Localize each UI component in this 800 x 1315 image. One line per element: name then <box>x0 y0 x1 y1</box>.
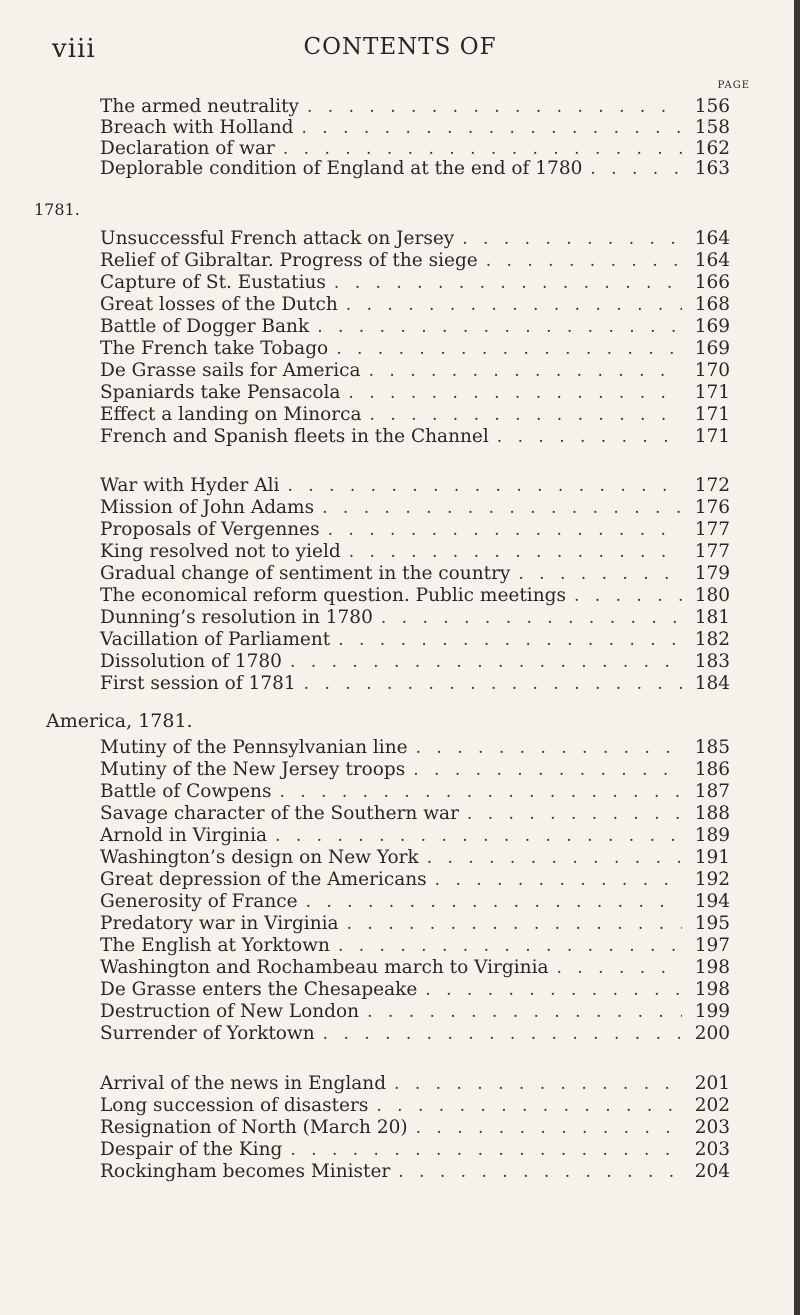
toc-entry <box>100 847 730 869</box>
entry-page: 197 <box>694 935 730 956</box>
toc-entry <box>100 541 730 563</box>
entry-page: 198 <box>694 979 730 1000</box>
entry-page: 180 <box>694 585 730 606</box>
entry-title: Dissolution of 1780 <box>100 651 282 672</box>
entry-page: 168 <box>694 294 730 315</box>
entry-page: 188 <box>694 803 730 824</box>
toc-entry <box>100 803 730 825</box>
entry-title: Destruction of New London <box>100 1001 360 1022</box>
entry-title: Breach with Holland <box>100 117 294 138</box>
dot-leader <box>271 782 682 802</box>
entry-page: 199 <box>694 1001 730 1022</box>
toc-entry <box>100 158 730 180</box>
entry-title: French and Spanish fleets in the Channel <box>100 426 489 447</box>
toc-entry <box>100 426 730 448</box>
entry-page: 187 <box>694 781 730 802</box>
entry-title: Spaniards take Pensacola <box>100 382 341 403</box>
entry-page: 189 <box>694 825 730 846</box>
entry-page: 198 <box>694 957 730 978</box>
toc-entry <box>100 935 730 957</box>
dot-leader <box>296 674 682 694</box>
entry-page: 169 <box>694 338 730 359</box>
entry-title: De Grasse enters the Chesapeake <box>100 979 418 1000</box>
dot-leader <box>390 1162 682 1182</box>
toc-entry <box>100 382 730 404</box>
dot-leader <box>309 317 682 337</box>
toc-entry <box>100 737 730 759</box>
dot-leader <box>361 361 682 381</box>
toc-entry <box>100 1073 730 1095</box>
entry-title: Savage character of the Southern war <box>100 803 459 824</box>
toc-entry <box>100 957 730 979</box>
entry-title: Gradual change of sentiment in the country <box>100 563 511 584</box>
entry-page: 156 <box>694 96 730 117</box>
toc-entry <box>100 272 730 294</box>
entry-page: 166 <box>694 272 730 293</box>
toc-entry <box>100 759 730 781</box>
toc-entry <box>100 891 730 913</box>
entry-page: 194 <box>694 891 730 912</box>
toc-entry <box>100 138 730 160</box>
toc-entry <box>100 607 730 629</box>
dot-leader <box>408 738 682 758</box>
entry-title: Great depression of the Americans <box>100 869 427 890</box>
dot-leader <box>417 980 682 1000</box>
dot-leader <box>368 1096 682 1116</box>
entry-page: 181 <box>694 607 730 628</box>
toc-entry <box>100 497 730 519</box>
toc-entry <box>100 338 730 360</box>
entry-page: 170 <box>694 360 730 381</box>
entry-title: Long succession of disasters <box>100 1095 369 1116</box>
dot-leader <box>275 139 682 159</box>
entry-title: Battle of Cowpens <box>100 781 272 802</box>
toc-entry <box>100 96 730 118</box>
entry-title: Effect a landing on Minorca <box>100 404 362 425</box>
running-head: CONTENTS OF <box>303 34 497 60</box>
entry-page: 192 <box>694 869 730 890</box>
toc-entry <box>100 979 730 1001</box>
entry-title: Deplorable condition of England at the end of 1780 <box>100 158 583 179</box>
entry-title: Battle of Dogger Bank <box>100 316 310 337</box>
entry-title: Washington’s design on New York <box>100 847 419 868</box>
toc-entry <box>100 913 730 935</box>
toc-entry <box>100 1117 730 1139</box>
entry-title: Dunning’s resolution in 1780 <box>100 607 373 628</box>
dot-leader <box>328 339 682 359</box>
entry-page: 203 <box>694 1139 730 1160</box>
dot-leader <box>454 229 682 249</box>
entry-title: De Grasse sails for America <box>100 360 361 381</box>
dot-leader <box>315 1024 682 1044</box>
toc-entry <box>100 781 730 803</box>
dot-leader <box>478 251 682 271</box>
dot-leader <box>373 608 682 628</box>
entry-title: Mission of John Adams <box>100 497 315 518</box>
dot-leader <box>340 383 682 403</box>
dot-leader <box>330 630 682 650</box>
toc-entry <box>100 585 730 607</box>
dot-leader <box>267 826 682 846</box>
entry-title: Capture of St. Eustatius <box>100 272 326 293</box>
toc-entry <box>100 316 730 338</box>
dot-leader <box>362 405 682 425</box>
entry-page: 171 <box>694 426 730 447</box>
entry-title: Proposals of Vergennes <box>100 519 320 540</box>
dot-leader <box>405 760 682 780</box>
entry-title: Arrival of the news in England <box>100 1073 387 1094</box>
entry-title: Vacillation of Parliament <box>100 629 331 650</box>
toc-entry <box>100 228 730 250</box>
entry-page: 200 <box>694 1023 730 1044</box>
entry-title: Unsuccessful French attack on Jersey <box>100 228 455 249</box>
entry-page: 172 <box>694 475 730 496</box>
entry-page: 186 <box>694 759 730 780</box>
dot-leader <box>282 1140 682 1160</box>
entry-title: Declaration of war <box>100 138 275 159</box>
toc-entry <box>100 1023 730 1045</box>
dot-leader <box>419 848 682 868</box>
entry-page: 169 <box>694 316 730 337</box>
dot-leader <box>298 892 682 912</box>
entry-title: The French take Tobago <box>100 338 329 359</box>
dot-leader <box>338 295 682 315</box>
entry-page: 203 <box>694 1117 730 1138</box>
entry-title: The armed neutrality <box>100 96 299 117</box>
entry-page: 171 <box>694 382 730 403</box>
entry-page: 177 <box>694 519 730 540</box>
entry-page: 171 <box>694 404 730 425</box>
toc-entry <box>100 519 730 541</box>
entry-title: The economical reform question. Public meetings <box>100 585 566 606</box>
entry-page: 158 <box>694 117 730 138</box>
entry-page: 201 <box>694 1073 730 1094</box>
dot-leader <box>330 936 682 956</box>
dot-leader <box>293 118 682 138</box>
year-marker: 1781. <box>34 200 80 219</box>
entry-title: Generosity of France <box>100 891 298 912</box>
toc-entry <box>100 1095 730 1117</box>
entry-page: 204 <box>694 1161 730 1182</box>
toc-entry <box>100 1139 730 1161</box>
toc-entry <box>100 294 730 316</box>
entry-title: King resolved not to yield <box>100 541 341 562</box>
dot-leader <box>427 870 682 890</box>
toc-entry <box>100 869 730 891</box>
entry-page: 164 <box>694 250 730 271</box>
dot-leader <box>549 958 682 978</box>
toc-entry <box>100 629 730 651</box>
entry-title: Great losses of the Dutch <box>100 294 338 315</box>
dot-leader <box>299 97 682 117</box>
entry-page: 183 <box>694 651 730 672</box>
entry-page: 163 <box>694 158 730 179</box>
entry-title: Surrender of Yorktown <box>100 1023 315 1044</box>
section-heading: America, 1781. <box>46 710 193 732</box>
dot-leader <box>320 520 682 540</box>
toc-entry <box>100 475 730 497</box>
page-column-label: PAGE <box>717 80 750 91</box>
entry-page: 164 <box>694 228 730 249</box>
dot-leader <box>326 273 682 293</box>
entry-page: 195 <box>694 913 730 934</box>
dot-leader <box>582 159 682 179</box>
entry-page: 182 <box>694 629 730 650</box>
toc-entry <box>100 360 730 382</box>
entry-title: Relief of Gibraltar. Progress of the siege <box>100 250 478 271</box>
entry-title: Washington and Rochambeau march to Virginia <box>100 957 549 978</box>
dot-leader <box>510 564 682 584</box>
entry-page: 177 <box>694 541 730 562</box>
toc-entry <box>100 563 730 585</box>
entry-title: War with Hyder Ali <box>100 475 280 496</box>
dot-leader <box>566 586 682 606</box>
toc-entry <box>100 673 730 695</box>
entry-page: 162 <box>694 138 730 159</box>
dot-leader <box>282 652 682 672</box>
dot-leader <box>459 804 682 824</box>
dot-leader <box>386 1074 682 1094</box>
toc-entry <box>100 117 730 139</box>
toc-entry <box>100 1161 730 1183</box>
toc-entry <box>100 250 730 272</box>
page-edge-shadow <box>794 0 800 1315</box>
entry-title: The English at Yorktown <box>100 935 330 956</box>
dot-leader <box>489 427 682 447</box>
entry-title: Predatory war in Virginia <box>100 913 339 934</box>
entry-title: Mutiny of the Pennsylvanian line <box>100 737 408 758</box>
dot-leader <box>314 498 682 518</box>
entry-page: 179 <box>694 563 730 584</box>
dot-leader <box>359 1002 682 1022</box>
dot-leader <box>339 914 682 934</box>
entry-page: 185 <box>694 737 730 758</box>
dot-leader <box>408 1118 682 1138</box>
toc-entry <box>100 404 730 426</box>
entry-title: Resignation of North (March 20) <box>100 1117 408 1138</box>
entry-title: Rockingham becomes Minister <box>100 1161 391 1182</box>
entry-title: Mutiny of the New Jersey troops <box>100 759 406 780</box>
dot-leader <box>341 542 682 562</box>
entry-page: 176 <box>694 497 730 518</box>
toc-entry <box>100 1001 730 1023</box>
dot-leader <box>279 476 682 496</box>
entry-page: 191 <box>694 847 730 868</box>
entry-title: First session of 1781 <box>100 673 296 694</box>
toc-entry <box>100 651 730 673</box>
entry-title: Despair of the King <box>100 1139 283 1160</box>
entry-title: Arnold in Virginia <box>100 825 268 846</box>
page-folio: viii <box>52 34 96 64</box>
toc-entry <box>100 825 730 847</box>
entry-page: 184 <box>694 673 730 694</box>
entry-page: 202 <box>694 1095 730 1116</box>
